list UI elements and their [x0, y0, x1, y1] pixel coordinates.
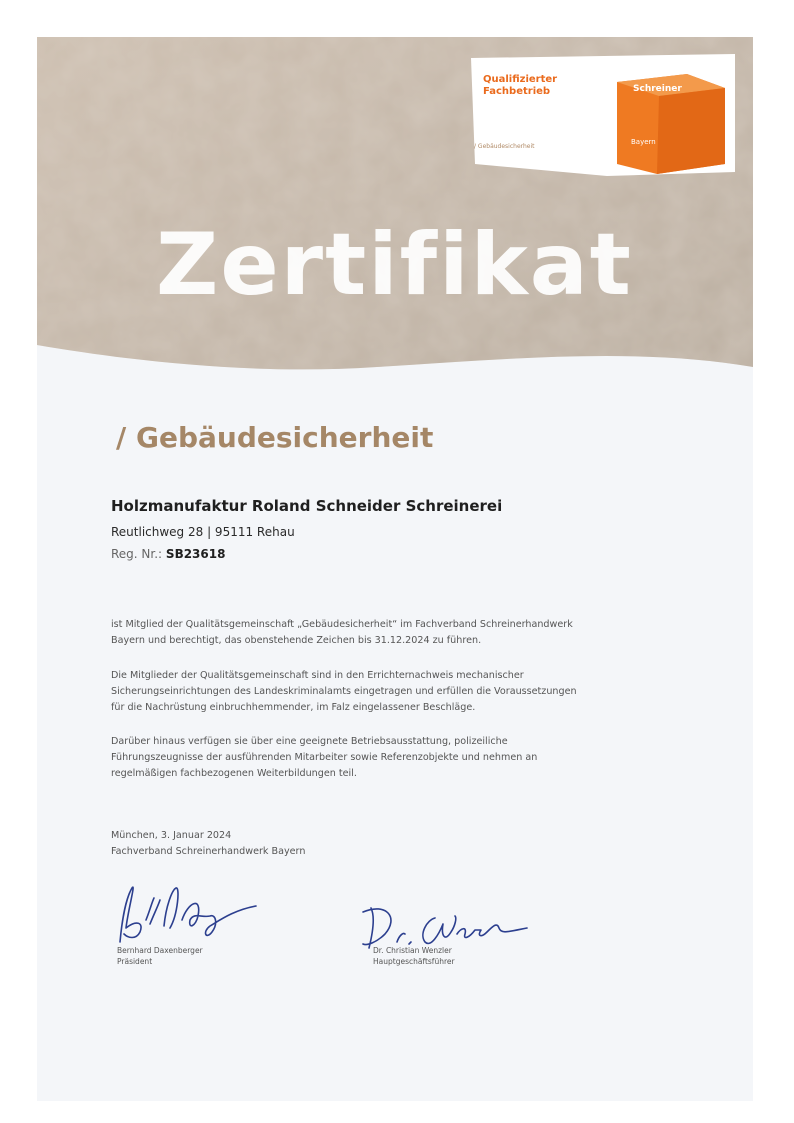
signatory-1-role: Präsident [117, 957, 153, 966]
signature-president [106, 880, 266, 955]
badge-line-2: Fachbetrieb [483, 86, 551, 97]
qualified-business-badge [467, 52, 739, 180]
signatory-2-name: Dr. Christian Wenzler [373, 946, 452, 955]
company-name: Holzmanufaktur Roland Schneider Schreinerei [111, 497, 503, 515]
badge-cube-bottom-label: Bayern [631, 138, 656, 146]
company-address: Reutlichweg 28 | 95111 Rehau [111, 525, 295, 539]
badge-subtitle: / Gebäudesicherheit [474, 143, 535, 150]
body-paragraph-2: Die Mitglieder der Qualitätsgemeinschaft sind in den Errichternachweis mechanischer Sicherungseinrichtungen des Landeskriminalamts eingetragen und erfüllen die Voraussetzungen für die Nachrüstung einbruchhemmender, im Falz eingelassener Beschläge. [111, 670, 577, 713]
badge-cube-top-label: Schreiner [633, 84, 682, 94]
body-paragraph-1: ist Mitglied der Qualitätsgemeinschaft „Gebäudesicherheit“ im Fachverband Schreinerhandwerk Bayern und berechtigt, das obenstehende Zeichen bis 31.12.2024 zu führen. [111, 619, 573, 646]
registration-label: Reg. Nr.: [111, 547, 166, 561]
signatory-2 [373, 945, 455, 967]
signatory-1-name: Bernhard Daxenberger [117, 946, 203, 955]
signatory-2-role: Hauptgeschäftsführer [373, 957, 455, 966]
issuing-organisation: Fachverband Schreinerhandwerk Bayern [111, 846, 306, 857]
place-and-date-block [111, 828, 305, 860]
body-paragraph-3: Darüber hinaus verfügen sie über eine geeignete Betriebsausstattung, polizeiliche Führungszeugnisse der ausführenden Mitarbeiter sowie Referenzobjekte und nehmen an regelmäßigen fachbezogenen Weiterbildungen teil. [111, 736, 538, 779]
registration-value: SB23618 [165, 547, 226, 561]
badge-line-1: Qualifizierter [483, 74, 558, 85]
registration-number [111, 547, 225, 561]
signatory-1 [117, 945, 203, 967]
certificate-title: Zertifikat [156, 215, 633, 315]
certificate-subtitle: / Gebäudesicherheit [116, 421, 434, 454]
place-date: München, 3. Januar 2024 [111, 830, 232, 841]
